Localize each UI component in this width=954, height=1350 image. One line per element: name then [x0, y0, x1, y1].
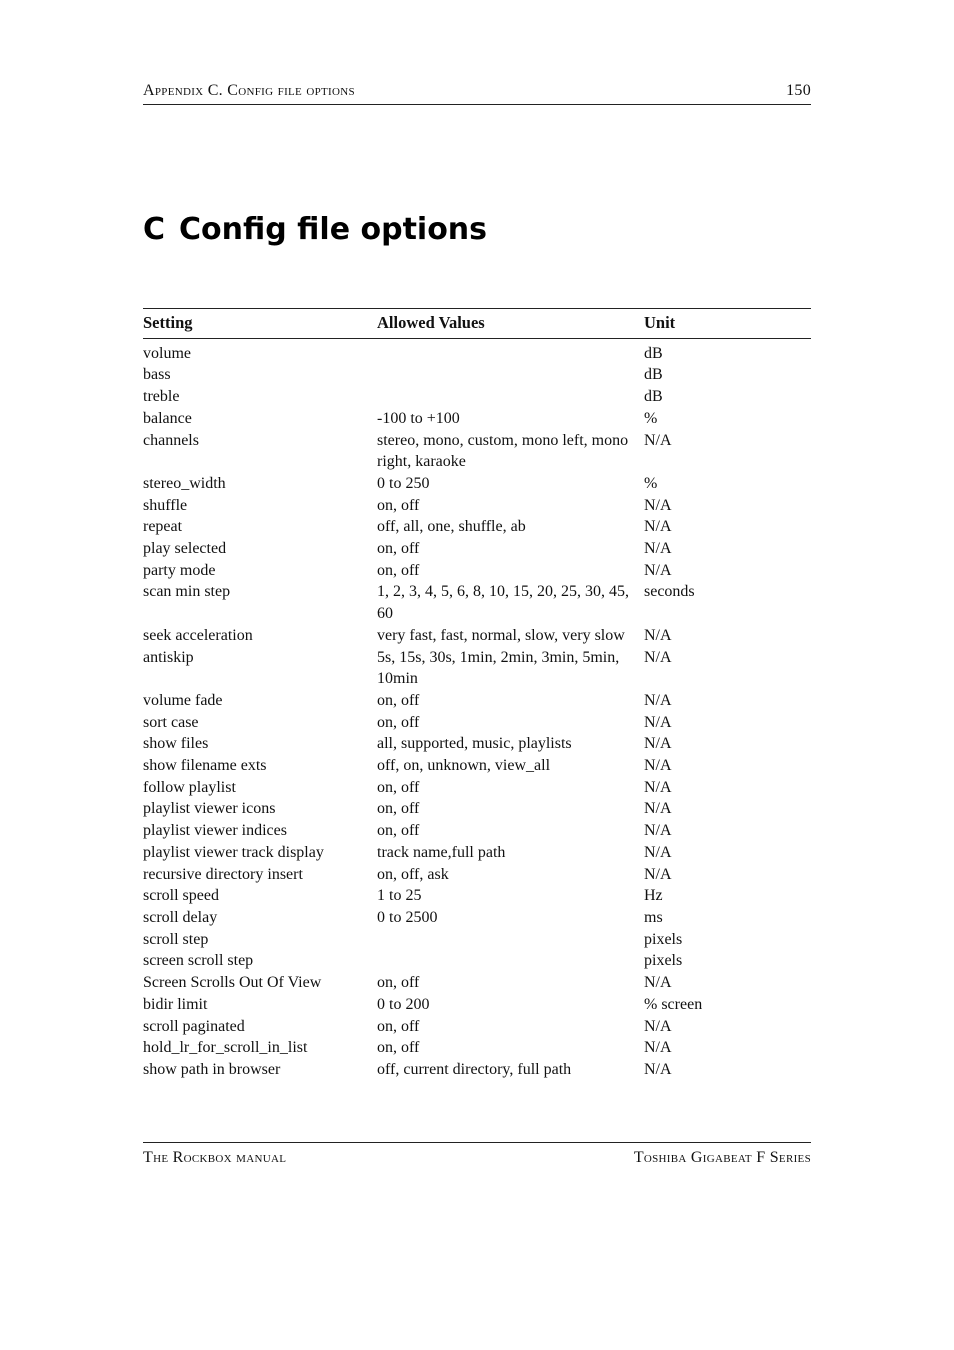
table-row — [143, 972, 811, 994]
header-section-title: Appendix C. Config file options — [143, 82, 355, 99]
unit-cell: N/A — [644, 974, 672, 992]
unit-cell: N/A — [644, 1060, 672, 1078]
table-row — [143, 430, 811, 473]
unit-cell: N/A — [644, 691, 672, 709]
table-row — [143, 516, 811, 538]
setting-cell: screen scroll step — [143, 952, 254, 970]
table-row — [143, 798, 811, 820]
table-row — [143, 538, 811, 560]
unit-cell: dB — [644, 388, 663, 406]
setting-cell: seek acceleration — [143, 626, 253, 644]
allowed-values-cell: very fast, fast, normal, slow, very slow — [377, 626, 625, 644]
allowed-values-cell — [377, 929, 644, 951]
table-row — [143, 560, 811, 582]
allowed-values-cell: on, off — [377, 713, 420, 731]
table-row — [143, 755, 811, 777]
allowed-values-cell: on, off — [377, 496, 420, 514]
allowed-values-cell: 0 to 200 — [377, 995, 430, 1013]
setting-cell: follow playlist — [143, 778, 236, 796]
setting-cell: bass — [143, 366, 171, 384]
table-row — [143, 712, 811, 734]
allowed-values-cell: on, off — [377, 974, 420, 992]
unit-cell: seconds — [644, 583, 695, 601]
allowed-values-cell: off, on, unknown, view_all — [377, 757, 551, 775]
setting-cell: scroll speed — [143, 887, 219, 905]
table-row — [143, 386, 811, 408]
setting-cell: play selected — [143, 540, 227, 558]
setting-cell: volume fade — [143, 691, 223, 709]
setting-cell: repeat — [143, 518, 183, 536]
allowed-values-cell: 1 to 25 — [377, 887, 422, 905]
setting-cell: show path in browser — [143, 1060, 281, 1078]
chapter-number: C — [143, 212, 166, 247]
unit-cell: N/A — [644, 735, 672, 753]
setting-cell: stereo_width — [143, 474, 226, 492]
config-options-table — [143, 308, 811, 1081]
unit-cell: N/A — [644, 757, 672, 775]
allowed-values-cell: 1, 2, 3, 4, 5, 6, 8, 10, 15, 20, 25, 30, 45, 60 — [377, 583, 629, 623]
unit-cell: Hz — [644, 887, 663, 905]
allowed-values-cell: off, all, one, shuffle, ab — [377, 518, 526, 536]
table-row — [143, 338, 811, 364]
allowed-values-cell — [377, 338, 644, 364]
unit-cell: N/A — [644, 713, 672, 731]
unit-cell: N/A — [644, 843, 672, 861]
table-row — [143, 473, 811, 495]
column-header-setting: Setting — [143, 309, 377, 339]
allowed-values-cell — [377, 364, 644, 386]
unit-cell: N/A — [644, 1017, 672, 1035]
column-header-allowed-values: Allowed Values — [377, 309, 644, 339]
table-row — [143, 647, 811, 690]
setting-cell: party mode — [143, 561, 216, 579]
allowed-values-cell — [377, 950, 644, 972]
table-row — [143, 864, 811, 886]
allowed-values-cell — [377, 386, 644, 408]
running-header — [143, 82, 811, 105]
unit-cell: N/A — [644, 1039, 672, 1057]
allowed-values-cell: on, off — [377, 561, 420, 579]
unit-cell: N/A — [644, 431, 672, 449]
unit-cell: dB — [644, 366, 663, 384]
table-header-row — [143, 309, 811, 339]
setting-cell: recursive directory insert — [143, 865, 303, 883]
allowed-values-cell: on, off — [377, 822, 420, 840]
allowed-values-cell: 5s, 15s, 30s, 1min, 2min, 3min, 5min, 10min — [377, 648, 620, 688]
allowed-values-cell: track name,full path — [377, 843, 506, 861]
unit-cell: N/A — [644, 518, 672, 536]
allowed-values-cell: on, off — [377, 1017, 420, 1035]
table-row — [143, 994, 811, 1016]
unit-cell: N/A — [644, 496, 672, 514]
unit-cell: N/A — [644, 648, 672, 666]
column-header-unit: Unit — [644, 309, 811, 339]
unit-cell: N/A — [644, 626, 672, 644]
chapter-title — [143, 212, 487, 247]
table-row — [143, 929, 811, 951]
unit-cell: % — [644, 474, 658, 492]
setting-cell: playlist viewer indices — [143, 822, 287, 840]
table-row — [143, 950, 811, 972]
setting-cell: antiskip — [143, 648, 194, 666]
allowed-values-cell: all, supported, music, playlists — [377, 735, 572, 753]
table-row — [143, 777, 811, 799]
unit-cell: pixels — [644, 952, 683, 970]
table-row — [143, 408, 811, 430]
table-row — [143, 690, 811, 712]
unit-cell: % screen — [644, 995, 703, 1013]
setting-cell: show files — [143, 735, 209, 753]
table-row — [143, 495, 811, 517]
unit-cell: N/A — [644, 778, 672, 796]
unit-cell: N/A — [644, 540, 672, 558]
allowed-values-cell: -100 to +100 — [377, 409, 460, 427]
unit-cell: N/A — [644, 865, 672, 883]
setting-cell: scroll paginated — [143, 1017, 245, 1035]
allowed-values-cell: 0 to 250 — [377, 474, 430, 492]
setting-cell: playlist viewer icons — [143, 800, 276, 818]
setting-cell: shuffle — [143, 496, 188, 514]
setting-cell: treble — [143, 388, 180, 406]
allowed-values-cell: on, off — [377, 1039, 420, 1057]
setting-cell: Screen Scrolls Out Of View — [143, 974, 322, 992]
table-row — [143, 1037, 811, 1059]
allowed-values-cell: off, current directory, full path — [377, 1060, 572, 1078]
unit-cell: ms — [644, 908, 663, 926]
setting-cell: scroll step — [143, 930, 209, 948]
footer-device-name: Toshiba Gigabeat F Series — [633, 1149, 811, 1166]
allowed-values-cell: on, off, ask — [377, 865, 449, 883]
table-row — [143, 885, 811, 907]
setting-cell: bidir limit — [143, 995, 208, 1013]
table-row — [143, 907, 811, 929]
table-row — [143, 625, 811, 647]
allowed-values-cell: stereo, mono, custom, mono left, mono right, karaoke — [377, 431, 629, 471]
unit-cell: N/A — [644, 822, 672, 840]
table-row — [143, 733, 811, 755]
unit-cell: % — [644, 409, 658, 427]
setting-cell: channels — [143, 431, 199, 449]
unit-cell: N/A — [644, 561, 672, 579]
table-row — [143, 364, 811, 386]
unit-cell: N/A — [644, 800, 672, 818]
running-footer — [143, 1142, 811, 1166]
chapter-title-text: Config file options — [179, 212, 488, 247]
unit-cell: dB — [644, 344, 663, 362]
table-row — [143, 1016, 811, 1038]
allowed-values-cell: on, off — [377, 800, 420, 818]
table-body — [143, 338, 811, 1080]
allowed-values-cell: on, off — [377, 540, 420, 558]
page-number: 150 — [786, 82, 811, 99]
setting-cell: balance — [143, 409, 192, 427]
setting-cell: hold_lr_for_scroll_in_list — [143, 1039, 308, 1057]
table-row — [143, 842, 811, 864]
allowed-values-cell: 0 to 2500 — [377, 908, 438, 926]
allowed-values-cell: on, off — [377, 691, 420, 709]
setting-cell: volume — [143, 344, 191, 362]
table-row — [143, 581, 811, 624]
footer-manual-title: The Rockbox manual — [143, 1149, 287, 1166]
setting-cell: playlist viewer track display — [143, 843, 324, 861]
setting-cell: scan min step — [143, 583, 231, 601]
table-row — [143, 820, 811, 842]
setting-cell: sort case — [143, 713, 199, 731]
setting-cell: show filename exts — [143, 757, 267, 775]
unit-cell: pixels — [644, 930, 683, 948]
setting-cell: scroll delay — [143, 908, 218, 926]
allowed-values-cell: on, off — [377, 778, 420, 796]
table-row — [143, 1059, 811, 1081]
